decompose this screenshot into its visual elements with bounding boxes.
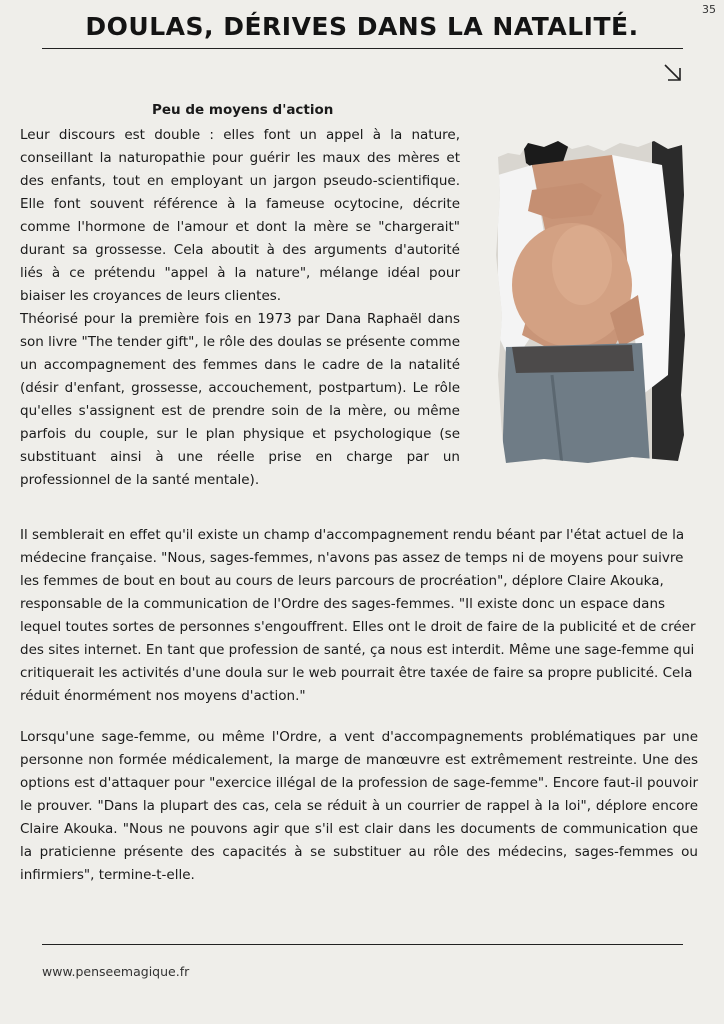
footer-divider	[42, 944, 683, 945]
paragraph-theorise: Théorisé pour la première fois en 1973 par Dana Raphaël dans son livre "The tender gift", le rôle des doulas se présente comme un accompagnement des femmes dans le cadre de la natalité (désir d'enfant, grossesse, accouchement, postpartum). Le rôle qu'elles s'assignent est de prendre soin de la mère, ou même parfois du couple, sur le plan physique et psychologique (se substituant ainsi à une réelle prise en charge par un professionnel de la santé mentale).	[20, 311, 460, 488]
title-divider	[42, 48, 683, 49]
paragraph-sage-femme: Lorsqu'une sage-femme, ou même l'Ordre, a vent d'accompagnements problématiques par une personne non formée médicalement, la marge de manœuvre est extrêmement restreinte. Une des options est d'attaquer pour "exercice illégal de la profession de sage-femme". Encore faut-il pouvoir le prouver. "Dans la plupart des cas, cela se réduit à un courrier de rappel à la loi", déplore encore Claire Akouka. "Nous ne pouvons agir que s'il est clair dans les documents de communication que la praticienne présente des capacités à se substituer au rôle des médecins, sages-femmes ou infirmiers", termine-t-elle.	[20, 729, 698, 883]
paragraph-champ-accompagnement: Il semblerait en effet qu'il existe un champ d'accompagnement rendu béant par l'état actuel de la médecine française. "Nous, sages-femmes, n'avons pas assez de temps ni de moyens pour suivre les femmes de bout en bout au cours de leurs parcours de procréation", déplore Claire Akouka, responsable de la communication de l'Ordre des sages-femmes. "Il existe donc un espace dans lequel toutes sortes de personnes s'engouffrent. Elles ont le droit de faire de la publicité et de créer des sites internet. En tant que profession de santé, ça nous est interdit. Même une sage-femme qui critiquerait les activités d'une doula sur le web pourrait être taxée de faire sa propre publicité. Cela réduit énormément nos moyens d'action."	[20, 527, 696, 704]
left-column-text	[20, 124, 460, 492]
pregnant-woman-photo	[492, 135, 688, 465]
section-heading: Peu de moyens d'action	[152, 102, 334, 118]
paragraph-discours: Leur discours est double : elles font un appel à la nature, conseillant la naturopathie pour guérir les maux des mères et des enfants, tout en employant un jargon pseudo-scientifique. Elle font souvent référence à la fameuse ocytocine, décrite comme l'hormone de l'amour et dont la mère se "chargerait" durant sa grossesse. Cela aboutit à des arguments d'autorité liés à ce prétendu "appel à la nature", mélange idéal pour biaiser les croyances de leurs clientes.	[20, 127, 460, 304]
page-title: DOULAS, DÉRIVES DANS LA NATALITÉ.	[85, 12, 639, 41]
arrow-down-right-icon	[662, 62, 684, 84]
page-number: 35	[702, 3, 716, 16]
footer-url: www.penseemagique.fr	[42, 964, 190, 979]
